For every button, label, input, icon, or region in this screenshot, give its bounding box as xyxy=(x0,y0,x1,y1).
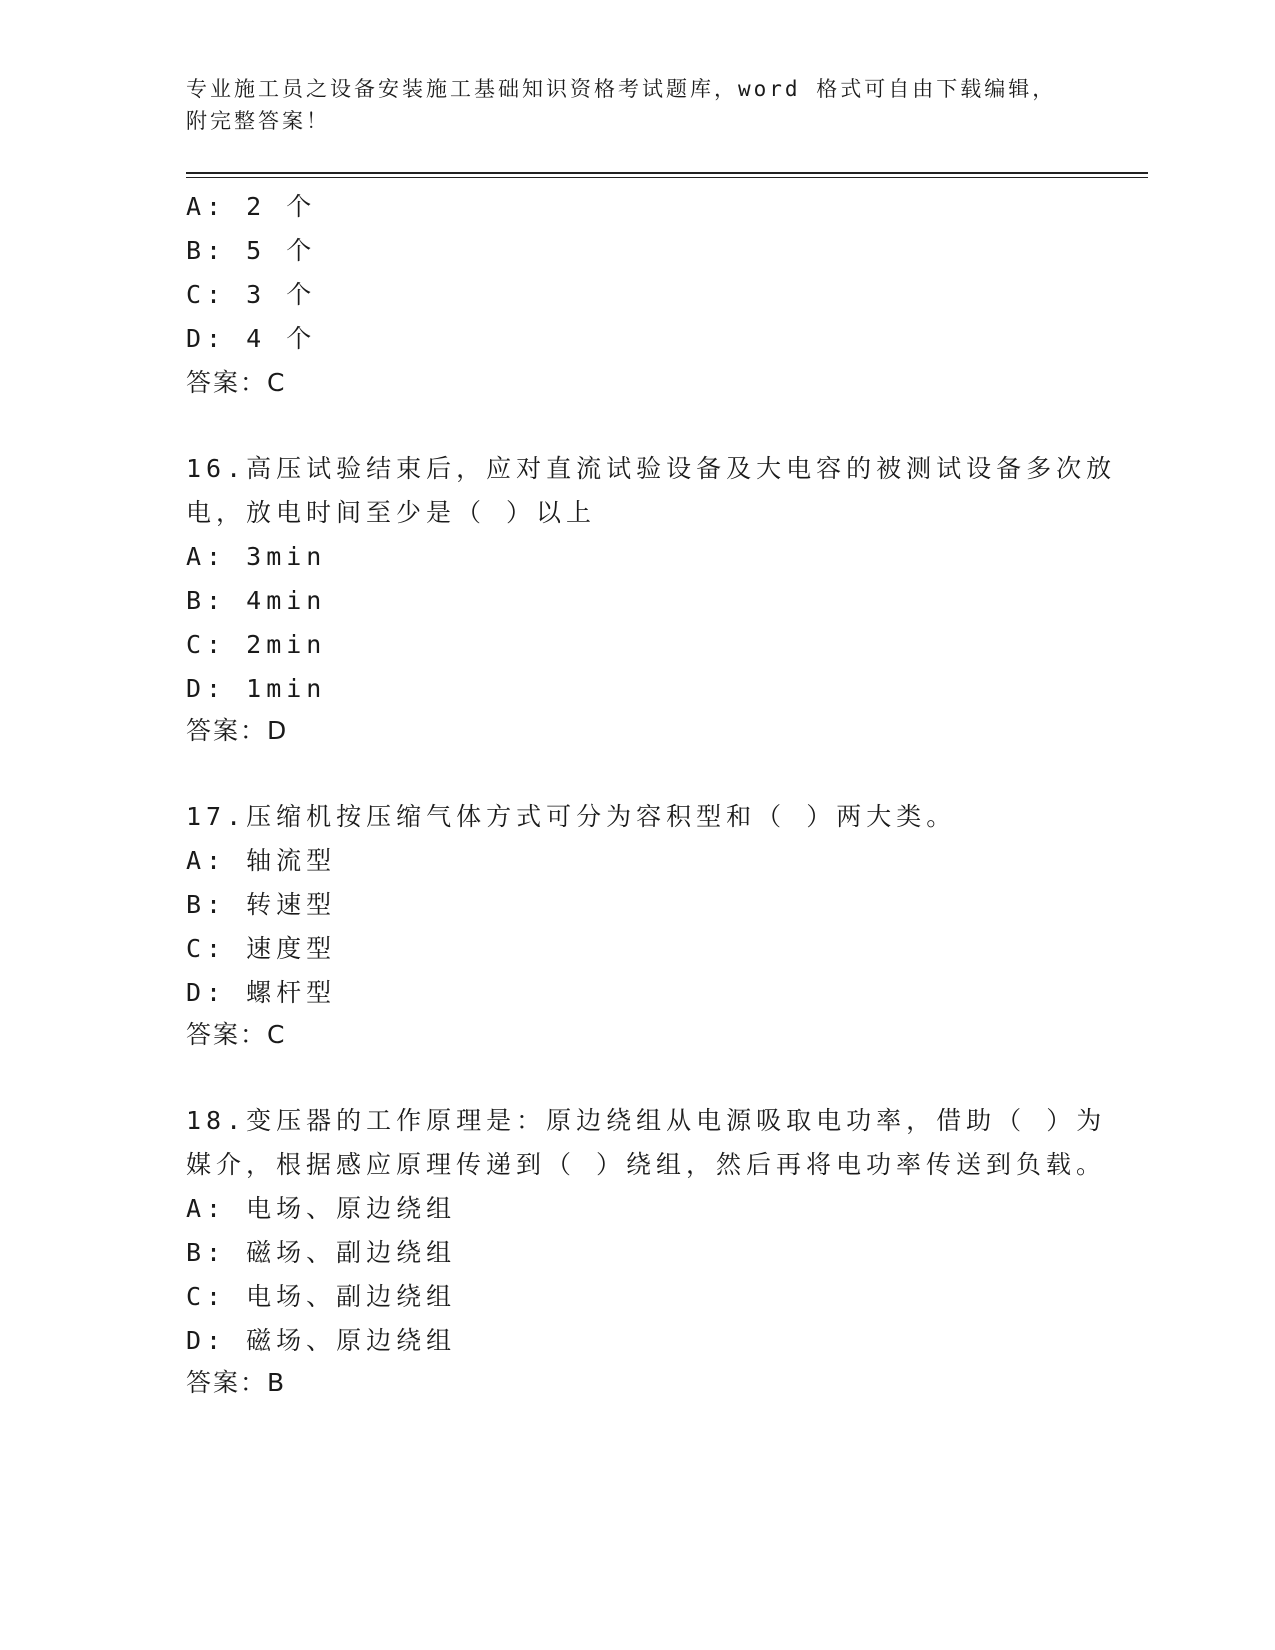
answer: 答案：C xyxy=(186,368,287,397)
question-18-answer: 答案：B xyxy=(186,1368,287,1397)
option-b: B: 5 个 xyxy=(186,236,317,265)
document-header-line-1: 专业施工员之设备安装施工基础知识资格考试题库，word 格式可自由下载编辑， xyxy=(186,77,1057,101)
question-18-option-a: A: 电场、原边绕组 xyxy=(186,1194,457,1223)
question-17-option-c: C: 速度型 xyxy=(186,934,337,963)
question-17-option-a: A: 轴流型 xyxy=(186,846,337,875)
question-16-option-b: B: 4min xyxy=(186,586,327,615)
question-17-option-d: D: 螺杆型 xyxy=(186,978,337,1007)
question-16-option-c: C: 2min xyxy=(186,630,327,659)
question-18-option-b: B: 磁场、副边绕组 xyxy=(186,1238,457,1267)
header-divider-top xyxy=(186,172,1148,174)
question-18-option-c: C: 电场、副边绕组 xyxy=(186,1282,457,1311)
question-16-option-d: D: 1min xyxy=(186,674,327,703)
question-18-stem-line-1: 18.变压器的工作原理是：原边绕组从电源吸取电功率，借助（ ）为 xyxy=(186,1106,1107,1135)
header-divider-bottom xyxy=(186,177,1148,178)
question-16-option-a: A: 3min xyxy=(186,542,327,571)
question-18-option-d: D: 磁场、原边绕组 xyxy=(186,1326,457,1355)
question-17-option-b: B: 转速型 xyxy=(186,890,337,919)
question-17-stem-line-1: 17.压缩机按压缩气体方式可分为容积型和（ ）两大类。 xyxy=(186,802,957,831)
option-c: C: 3 个 xyxy=(186,280,317,309)
option-a: A: 2 个 xyxy=(186,192,317,221)
option-d: D: 4 个 xyxy=(186,324,317,353)
question-16-stem-line-2: 电，放电时间至少是（ ）以上 xyxy=(186,498,597,527)
question-16-stem-line-1: 16.高压试验结束后，应对直流试验设备及大电容的被测试设备多次放 xyxy=(186,454,1117,483)
question-17-answer: 答案：C xyxy=(186,1020,287,1049)
document-header-line-2: 附完整答案！ xyxy=(186,109,330,133)
question-18-stem-line-2: 媒介，根据感应原理传递到（ ）绕组，然后再将电功率传送到负载。 xyxy=(186,1150,1107,1179)
question-16-answer: 答案：D xyxy=(186,716,289,745)
